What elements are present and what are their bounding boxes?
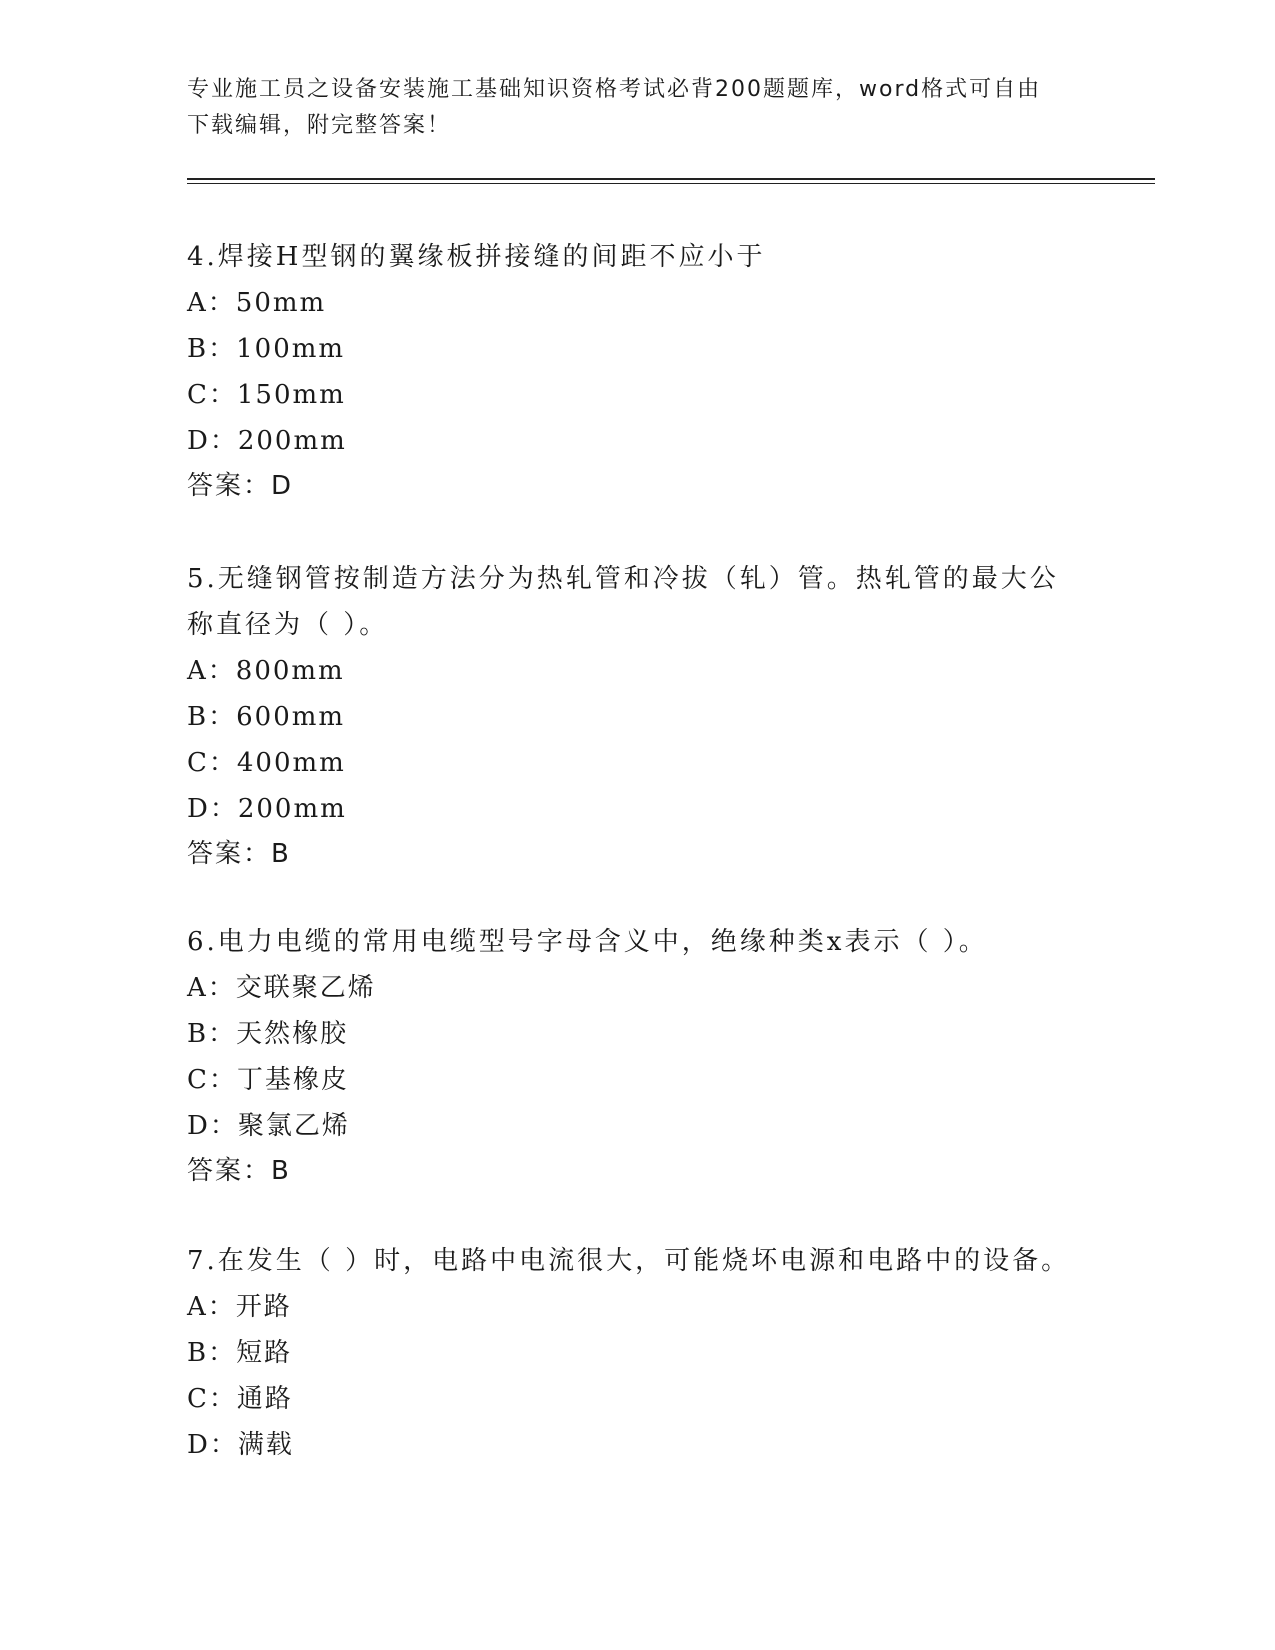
option-d: D：聚氯乙烯 bbox=[187, 1111, 350, 1141]
option-c: C：150mm bbox=[187, 380, 346, 410]
header-line-1: 专业施工员之设备安装施工基础知识资格考试必背200题题库，word格式可自由 bbox=[187, 77, 1042, 102]
option-a: A：50mm bbox=[187, 288, 327, 318]
question-stem-line-2: 称直径为（ ）。 bbox=[187, 610, 389, 640]
header-divider-thin bbox=[187, 183, 1155, 184]
answer-line: 答案：B bbox=[187, 839, 291, 869]
question-4 bbox=[187, 234, 1087, 508]
option-c: C：通路 bbox=[187, 1384, 293, 1414]
document-header bbox=[187, 72, 1067, 144]
header-line-2: 下载编辑，附完整答案！ bbox=[187, 113, 452, 138]
option-d: D：满载 bbox=[187, 1430, 294, 1460]
question-stem: 7.在发生（ ）时，电路中电流很大，可能烧坏电源和电路中的设备。 bbox=[187, 1246, 1071, 1276]
option-a: A：开路 bbox=[187, 1292, 292, 1322]
option-b: B：100mm bbox=[187, 334, 346, 364]
option-b: B：短路 bbox=[187, 1338, 293, 1368]
question-7 bbox=[187, 1238, 1087, 1468]
option-a: A：交联聚乙烯 bbox=[187, 973, 376, 1003]
option-b: B：600mm bbox=[187, 702, 346, 732]
answer-line: 答案：D bbox=[187, 471, 294, 501]
option-c: C：400mm bbox=[187, 748, 346, 778]
question-5 bbox=[187, 556, 1087, 876]
question-6 bbox=[187, 919, 1087, 1193]
question-stem: 6.电力电缆的常用电缆型号字母含义中，绝缘种类x表示（ ）。 bbox=[187, 927, 988, 957]
header-divider-thick bbox=[187, 178, 1155, 180]
question-stem-line-1: 5.无缝钢管按制造方法分为热轧管和冷拔（轧）管。热轧管的最大公 bbox=[187, 564, 1059, 594]
answer-line: 答案：B bbox=[187, 1156, 291, 1186]
question-stem: 4.焊接H型钢的翼缘板拼接缝的间距不应小于 bbox=[187, 242, 766, 272]
option-b: B：天然橡胶 bbox=[187, 1019, 349, 1049]
option-d: D：200mm bbox=[187, 426, 347, 456]
option-d: D：200mm bbox=[187, 794, 347, 824]
option-a: A：800mm bbox=[187, 656, 345, 686]
option-c: C：丁基橡皮 bbox=[187, 1065, 349, 1095]
